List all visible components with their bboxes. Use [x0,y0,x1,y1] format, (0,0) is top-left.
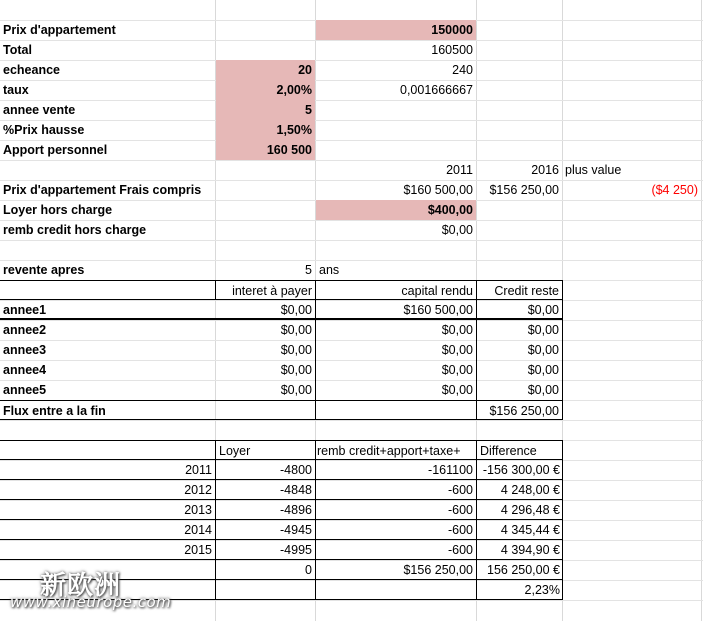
flux-value[interactable]: $156 250,00 [477,400,563,420]
flow-row-remb[interactable]: -600 [316,480,477,500]
flow-table-corner[interactable] [0,440,216,460]
remb-credit-value[interactable]: $0,00 [441,223,473,237]
gridline [701,0,702,621]
loan-row-label[interactable]: annee2 [3,323,47,337]
loan-row-reste[interactable]: $0,00 [477,360,563,380]
flow-row-loyer[interactable]: -4896 [216,500,316,520]
year-2011-header[interactable]: 2011 [446,163,473,177]
loan-header-capital[interactable]: capital rendu [316,280,477,300]
watermark-name: 新欧洲 [40,571,122,601]
prix-appartement-value[interactable]: 150000 [316,20,476,40]
loan-row-interet[interactable]: $0,00 [216,340,316,360]
flow-row-year[interactable]: 2015 [0,540,216,560]
label-taux[interactable]: taux [3,83,29,97]
loan-row-label[interactable]: annee4 [3,363,47,377]
flux-label[interactable]: Flux entre a la fin [0,400,216,420]
flow-header-remb[interactable]: remb credit+apport+taxe+ [316,440,477,460]
year-2016-header[interactable]: 2016 [531,163,559,177]
flow-row-year[interactable]: 2012 [0,480,216,500]
flow-row-diff[interactable]: 4 345,44 € [477,520,563,540]
label-remb-credit[interactable]: remb credit hors charge [3,223,147,237]
loan-row-capital[interactable]: $0,00 [316,360,477,380]
apport-personnel-input[interactable]: 160 500 [216,140,315,160]
prix-hausse-input[interactable]: 1,50% [216,120,315,140]
label-loyer-hors-charge[interactable]: Loyer hors charge [3,203,113,217]
label-prix-appartement[interactable]: Prix d'appartement [3,23,116,37]
flux-empty-cell[interactable] [316,400,477,420]
flow-row-loyer[interactable]: -4945 [216,520,316,540]
watermark-url: www.xineurope.com [10,593,172,611]
watermark [6,565,172,621]
loan-row-reste[interactable]: $0,00 [477,320,563,340]
loan-row-interet[interactable]: $0,00 [216,360,316,380]
loan-row-label[interactable]: annee3 [3,343,47,357]
loan-header-interet[interactable]: interet à payer [216,280,316,300]
label-revente-apres[interactable]: revente apres [3,263,85,277]
flow-row-diff[interactable]: 4 248,00 € [477,480,563,500]
loan-row-reste[interactable]: $0,00 [477,300,563,320]
prix-frais-2011[interactable]: $160 500,00 [403,183,473,197]
plus-value-header[interactable]: plus value [565,163,622,177]
echeance-months[interactable]: 240 [452,63,473,77]
loan-header-reste[interactable]: Credit reste [477,280,563,300]
loan-row-reste[interactable]: $0,00 [477,340,563,360]
flow-row-loyer[interactable]: -4995 [216,540,316,560]
flow-final-remb[interactable]: $156 250,00 [316,560,477,580]
flow-header-difference[interactable]: Difference [477,440,563,460]
prix-frais-2016[interactable]: $156 250,00 [489,183,559,197]
annee-vente-input[interactable]: 5 [216,100,315,120]
label-annee-vente[interactable]: annee vente [3,103,76,117]
flow-rate-empty[interactable] [316,580,477,600]
flow-row-loyer[interactable]: -4800 [216,460,316,480]
flow-row-remb[interactable]: -600 [316,520,477,540]
flow-row-diff[interactable]: 4 394,90 € [477,540,563,560]
echeance-input[interactable]: 20 [216,60,315,80]
flow-rate-empty[interactable] [216,580,316,600]
label-apport-personnel[interactable]: Apport personnel [3,143,108,157]
flow-row-loyer[interactable]: -4848 [216,480,316,500]
flow-final-loyer[interactable]: 0 [216,560,316,580]
revente-apres-value[interactable]: 5 [305,263,312,277]
flow-final-diff[interactable]: 156 250,00 € [477,560,563,580]
loan-row-capital[interactable]: $0,00 [316,320,477,340]
loan-row-interet[interactable]: $0,00 [216,300,316,320]
loan-row-interet[interactable]: $0,00 [216,320,316,340]
flow-row-year[interactable]: 2014 [0,520,216,540]
taux-monthly[interactable]: 0,001666667 [400,83,473,97]
total-value[interactable]: 160500 [431,43,473,57]
loan-row-label[interactable]: annee5 [3,383,47,397]
taux-input[interactable]: 2,00% [216,80,315,100]
loan-row-capital[interactable]: $160 500,00 [316,300,477,320]
flow-row-remb[interactable]: -600 [316,540,477,560]
loan-row-reste[interactable]: $0,00 [477,380,563,400]
flux-empty-cell[interactable] [216,400,316,420]
label-prix-frais-compris[interactable]: Prix d'appartement Frais compris [3,183,202,197]
label-echeance[interactable]: echeance [3,63,60,77]
flow-row-year[interactable]: 2011 [0,460,216,480]
flow-row-remb[interactable]: -600 [316,500,477,520]
loan-row-label[interactable]: annee1 [0,300,216,320]
flow-header-loyer[interactable]: Loyer [216,440,316,460]
flow-row-remb[interactable]: -161100 [316,460,477,480]
loan-table-corner[interactable] [0,280,216,300]
loyer-hors-charge-value[interactable]: $400,00 [316,200,476,220]
loan-row-interet[interactable]: $0,00 [216,380,316,400]
revente-apres-unit[interactable]: ans [319,263,340,277]
flow-rate-value[interactable]: 2,23% [477,580,563,600]
plus-value-amount[interactable]: ($4 250) [651,183,698,197]
flow-row-year[interactable]: 2013 [0,500,216,520]
loan-row-capital[interactable]: $0,00 [316,340,477,360]
flow-row-diff[interactable]: 4 296,48 € [477,500,563,520]
flow-row-diff[interactable]: -156 300,00 € [477,460,563,480]
label-total[interactable]: Total [3,43,32,57]
loan-row-capital[interactable]: $0,00 [316,380,477,400]
label-prix-hausse[interactable]: %Prix hausse [3,123,85,137]
